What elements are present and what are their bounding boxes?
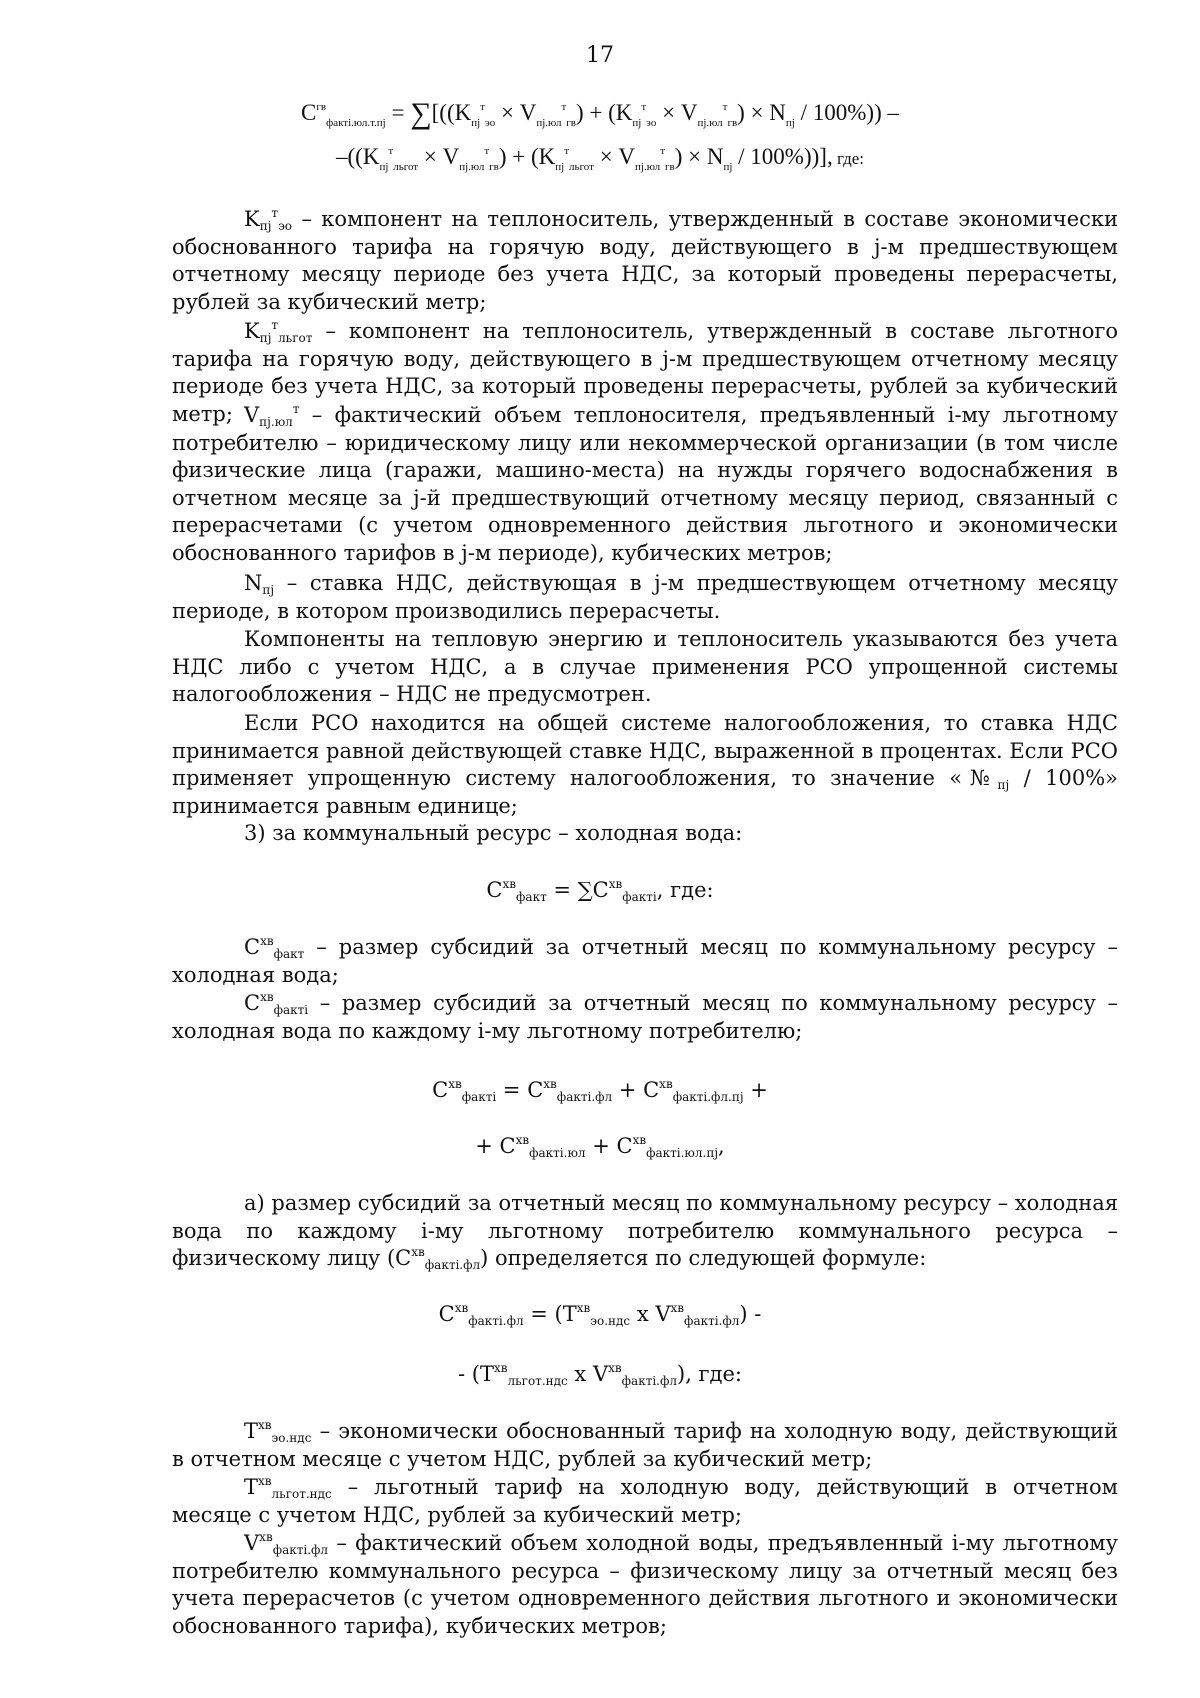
- formula-cold-total: $C^{хв}_{факт} = \sum C^{хв}_{факті}$, где:: [486, 877, 714, 904]
- formula-cold-sum-line2: + $C^{хв}_{факті.юл} + C^{хв}_{факті.юл.пj}$,: [475, 1133, 725, 1160]
- def-v-fl: $V^{хв}_{факті.фл}$ – фактический объем холодной воды, предъявленный i-му льготному потребителю коммунального ресурса – физическому лицу за отчетный месяц без учета перерасчетов (с учетом одновременного действия льготного и экономически обоснованного тарифа), кубических метров;: [172, 1530, 1118, 1638]
- def-k-eo: $K_{пj}^т_{эо}$ – компонент на теплоноситель, утвержденный в составе экономически обоснованного тарифа на горячую воду, действующего в j-м предшествующем отчетному месяцу периоде без учета НДС, за который проведены перерасчеты, рублей за кубический метр;: [172, 206, 1118, 314]
- formula-cold-sum-line1: $C^{хв}_{факті} = C^{хв}_{факті.фл} + C^{хв}_{факті.фл.пj}$ +: [432, 1077, 768, 1104]
- formula-hot-line2: $-((K_{пj}^т_{льгот} \times V_{пj.юл}^т_{гв}) + (K_{пj}^т_{льгот} \times V_{пj.юл}^т_{гв}) \times N_{пj} / 100\%)$)], где:: [336, 144, 864, 173]
- def-v-yul: $V_{пj.юл}^т$ – фактический объем теплоносителя, предъявленный i-му льготному потребителю – юридическому лицу или некоммерческой организации (в том числе физические лица (гаражи, машино-места) на нужды горячего водоснабжения в отчетном месяце за j-й предшествующий отчетному месяцу период, связанный с перерасчетами (с учетом одновременного действия льготного и экономически обоснованного тарифов в j-м периоде), кубических метров;: [172, 402, 1118, 565]
- def-k-lgot: $K_{пj}^т_{льгот}$ – компонент на теплоноситель, утвержденный в составе льготного тарифа на горячую воду, действующего в j-м предшествующем отчетному месяцу периоде без учета НДС, за который проведены перерасчеты, рублей за кубический метр;: [172, 318, 1118, 426]
- def-c-fakti: $C^{хв}_{факті}$ – размер субсидий за отчетный месяц по коммунальному ресурсу – холодная вода по каждому i-му льготному потребителю;: [172, 990, 1118, 1043]
- para-rso: Если РСО находится на общей системе налогообложения, то ставка НДС принимается равной действующей ставке НДС, выраженной в процентах. Если РСО применяет упрощенную систему налогообложения, то значение «$№_{пj} / 100\%$» принимается равным единице;: [172, 711, 1119, 818]
- def-t-eo: $T^{хв}_{эо.ндс}$ – экономически обоснованный тариф на холодную воду, действующий в отчетном месяце с учетом НДС, рублей за кубический метр;: [172, 1418, 1118, 1471]
- page-number: 17: [586, 43, 614, 68]
- formula-a-line1: $C^{хв}_{факті.фл} = (T^{хв}_{эо.ндс}$ x $V^{хв}_{факті.фл}$) -: [438, 1301, 762, 1328]
- formula-hot-line1: $C^{гв}_{факті.юл.т.пj} = \sum[((K_{пj}^т_{эо} \times V_{пj.юл}^т_{гв}) + (K_{пj}^т_{эо} \times V_{пj.юл}^т_{гв}) \times N_{пj} / 100\%))$ –: [301, 97, 899, 130]
- para-a: а) размер субсидий за отчетный месяц по коммунальному ресурсу – холодная вода по каждому i-му льготному потребителю коммунального ресурса – физическому лицу $(C^{хв}_{факті.фл})$ определяется по следующей формуле:: [172, 1191, 1118, 1273]
- def-n: $N_{пj}$ – ставка НДС, действующая в j-м предшествующем отчетному месяцу периоде, в котором производились перерасчеты.: [172, 571, 1118, 623]
- para-components: Компоненты на тепловую энергию и теплоноситель указываются без учета НДС либо с учетом НДС, а в случае применения РСО упрощенной системы налогообложения – НДС не предусмотрен.: [172, 627, 1118, 707]
- item-3-cold-water: 3) за коммунальный ресурс – холодная вода:: [244, 821, 743, 845]
- def-t-lgot: $T^{хв}_{льгот.ндс}$ – льготный тариф на холодную воду, действующий в отчетном месяце с учетом НДС, рублей за кубический метр;: [172, 1474, 1118, 1527]
- def-c-fakt: $C^{хв}_{факт}$ – размер субсидий за отчетный месяц по коммунальному ресурсу – холодная вода;: [172, 934, 1118, 987]
- formula-a-line2: - ($T^{хв}_{льгот.ндс}$ x $V^{хв}_{факті.фл}$), где:: [458, 1361, 742, 1388]
